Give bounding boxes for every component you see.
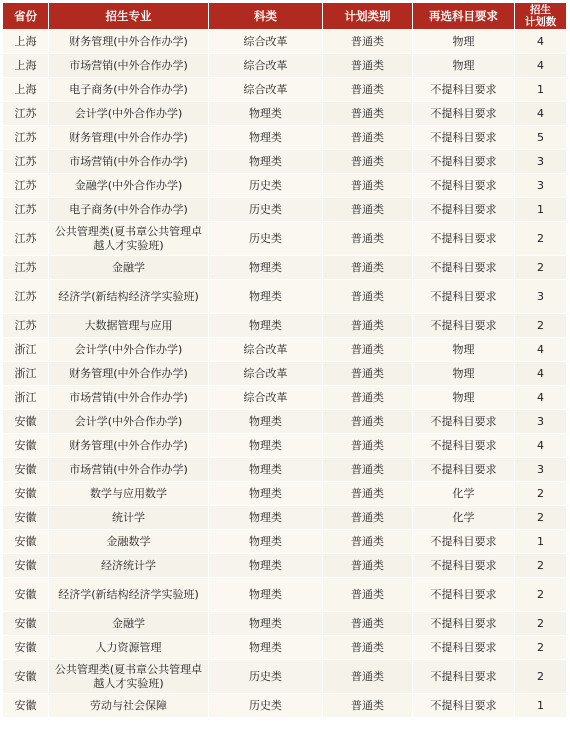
- table-row: [3, 612, 567, 636]
- cell-elective-requirement: 不提科目要求: [413, 636, 515, 660]
- table-row: [3, 530, 567, 554]
- cell-elective-requirement: 不提科目要求: [413, 458, 515, 482]
- cell-elective-requirement: 不提科目要求: [413, 612, 515, 636]
- cell-subject-category: 物理类: [209, 102, 323, 126]
- cell-subject-category: 物理类: [209, 482, 323, 506]
- cell-province: 安徽: [3, 578, 49, 612]
- cell-province: 江苏: [3, 102, 49, 126]
- cell-major: 财务管理(中外合作办学): [49, 126, 209, 150]
- cell-plan-count: 2: [515, 612, 567, 636]
- table-row: [3, 222, 567, 256]
- cell-subject-category: 物理类: [209, 554, 323, 578]
- cell-plan-count: 4: [515, 54, 567, 78]
- cell-subject-category: 物理类: [209, 256, 323, 280]
- cell-elective-requirement: 不提科目要求: [413, 410, 515, 434]
- header-plan-count: 招生 计划数: [515, 3, 567, 30]
- cell-plan-count: 2: [515, 506, 567, 530]
- cell-plan-type: 普通类: [323, 314, 413, 338]
- cell-elective-requirement: 不提科目要求: [413, 280, 515, 314]
- cell-subject-category: 物理类: [209, 506, 323, 530]
- cell-elective-requirement: 不提科目要求: [413, 174, 515, 198]
- cell-province: 江苏: [3, 150, 49, 174]
- table-row: [3, 174, 567, 198]
- cell-plan-count: 4: [515, 362, 567, 386]
- cell-plan-count: 2: [515, 256, 567, 280]
- cell-subject-category: 物理类: [209, 636, 323, 660]
- cell-major: 电子商务(中外合作办学): [49, 198, 209, 222]
- cell-province: 安徽: [3, 410, 49, 434]
- table-row: [3, 458, 567, 482]
- cell-major: 金融学(中外合作办学): [49, 174, 209, 198]
- cell-plan-count: 2: [515, 222, 567, 256]
- cell-province: 江苏: [3, 198, 49, 222]
- cell-major: 劳动与社会保障: [49, 694, 209, 718]
- cell-plan-count: 4: [515, 338, 567, 362]
- table-row: [3, 410, 567, 434]
- cell-elective-requirement: 物理: [413, 338, 515, 362]
- cell-plan-count: 1: [515, 78, 567, 102]
- cell-major: 经济学(新结构经济学实验班): [49, 280, 209, 314]
- table-row: [3, 434, 567, 458]
- cell-plan-type: 普通类: [323, 362, 413, 386]
- cell-plan-count: 3: [515, 280, 567, 314]
- cell-plan-count: 2: [515, 660, 567, 694]
- cell-subject-category: 物理类: [209, 612, 323, 636]
- cell-province: 江苏: [3, 222, 49, 256]
- cell-plan-type: 普通类: [323, 410, 413, 434]
- cell-province: 安徽: [3, 636, 49, 660]
- table-header-row: [3, 3, 567, 30]
- cell-plan-count: 1: [515, 198, 567, 222]
- cell-province: 安徽: [3, 458, 49, 482]
- cell-plan-count: 4: [515, 386, 567, 410]
- cell-province: 上海: [3, 30, 49, 54]
- cell-province: 浙江: [3, 362, 49, 386]
- table-row: [3, 30, 567, 54]
- cell-major: 市场营销(中外合作办学): [49, 386, 209, 410]
- cell-province: 浙江: [3, 338, 49, 362]
- cell-major: 市场营销(中外合作办学): [49, 150, 209, 174]
- cell-plan-count: 4: [515, 434, 567, 458]
- cell-plan-type: 普通类: [323, 636, 413, 660]
- cell-plan-count: 4: [515, 102, 567, 126]
- cell-major: 公共管理类(夏书章公共管理卓越人才实验班): [49, 222, 209, 256]
- cell-subject-category: 物理类: [209, 434, 323, 458]
- cell-subject-category: 物理类: [209, 126, 323, 150]
- cell-province: 安徽: [3, 506, 49, 530]
- cell-major: 会计学(中外合作办学): [49, 410, 209, 434]
- header-major: 招生专业: [49, 3, 209, 30]
- cell-elective-requirement: 化学: [413, 506, 515, 530]
- header-subject-category: 科类: [209, 3, 323, 30]
- table-row: [3, 150, 567, 174]
- cell-elective-requirement: 化学: [413, 482, 515, 506]
- cell-plan-count: 3: [515, 174, 567, 198]
- cell-subject-category: 历史类: [209, 198, 323, 222]
- cell-subject-category: 物理类: [209, 530, 323, 554]
- cell-plan-type: 普通类: [323, 434, 413, 458]
- cell-plan-type: 普通类: [323, 530, 413, 554]
- cell-major: 经济统计学: [49, 554, 209, 578]
- cell-elective-requirement: 不提科目要求: [413, 434, 515, 458]
- cell-major: 市场营销(中外合作办学): [49, 54, 209, 78]
- table-row: [3, 506, 567, 530]
- cell-plan-count: 5: [515, 126, 567, 150]
- cell-elective-requirement: 不提科目要求: [413, 102, 515, 126]
- cell-province: 上海: [3, 54, 49, 78]
- cell-subject-category: 物理类: [209, 314, 323, 338]
- cell-elective-requirement: 不提科目要求: [413, 530, 515, 554]
- cell-plan-type: 普通类: [323, 660, 413, 694]
- table-row: [3, 102, 567, 126]
- cell-major: 财务管理(中外合作办学): [49, 362, 209, 386]
- cell-plan-count: 3: [515, 410, 567, 434]
- table-row: [3, 554, 567, 578]
- cell-plan-type: 普通类: [323, 554, 413, 578]
- cell-plan-count: 3: [515, 150, 567, 174]
- cell-province: 安徽: [3, 482, 49, 506]
- cell-elective-requirement: 不提科目要求: [413, 150, 515, 174]
- cell-province: 江苏: [3, 174, 49, 198]
- cell-plan-count: 2: [515, 636, 567, 660]
- cell-plan-type: 普通类: [323, 506, 413, 530]
- cell-subject-category: 物理类: [209, 410, 323, 434]
- cell-plan-type: 普通类: [323, 126, 413, 150]
- cell-plan-type: 普通类: [323, 174, 413, 198]
- cell-subject-category: 综合改革: [209, 30, 323, 54]
- cell-subject-category: 综合改革: [209, 386, 323, 410]
- cell-plan-type: 普通类: [323, 578, 413, 612]
- cell-plan-type: 普通类: [323, 694, 413, 718]
- cell-major: 数学与应用数学: [49, 482, 209, 506]
- cell-major: 财务管理(中外合作办学): [49, 30, 209, 54]
- cell-elective-requirement: 不提科目要求: [413, 554, 515, 578]
- header-province: 省份: [3, 3, 49, 30]
- cell-major: 金融学: [49, 612, 209, 636]
- cell-elective-requirement: 物理: [413, 54, 515, 78]
- table-body: [3, 30, 567, 718]
- cell-plan-count: 1: [515, 694, 567, 718]
- cell-subject-category: 综合改革: [209, 54, 323, 78]
- cell-major: 市场营销(中外合作办学): [49, 458, 209, 482]
- cell-subject-category: 历史类: [209, 660, 323, 694]
- cell-plan-type: 普通类: [323, 256, 413, 280]
- cell-subject-category: 物理类: [209, 150, 323, 174]
- cell-plan-type: 普通类: [323, 280, 413, 314]
- table-row: [3, 78, 567, 102]
- table-row: [3, 256, 567, 280]
- cell-plan-count: 2: [515, 554, 567, 578]
- cell-plan-count: 1: [515, 530, 567, 554]
- cell-subject-category: 历史类: [209, 222, 323, 256]
- table-row: [3, 362, 567, 386]
- header-plan-type: 计划类别: [323, 3, 413, 30]
- cell-major: 金融学: [49, 256, 209, 280]
- cell-province: 安徽: [3, 434, 49, 458]
- cell-major: 会计学(中外合作办学): [49, 338, 209, 362]
- cell-subject-category: 综合改革: [209, 338, 323, 362]
- cell-plan-type: 普通类: [323, 386, 413, 410]
- table-row: [3, 280, 567, 314]
- cell-plan-type: 普通类: [323, 150, 413, 174]
- cell-plan-type: 普通类: [323, 482, 413, 506]
- cell-elective-requirement: 不提科目要求: [413, 578, 515, 612]
- enrollment-plan-table: [2, 2, 567, 718]
- cell-subject-category: 综合改革: [209, 362, 323, 386]
- cell-elective-requirement: 不提科目要求: [413, 198, 515, 222]
- cell-province: 江苏: [3, 256, 49, 280]
- cell-major: 电子商务(中外合作办学): [49, 78, 209, 102]
- cell-province: 安徽: [3, 612, 49, 636]
- cell-plan-type: 普通类: [323, 222, 413, 256]
- cell-major: 会计学(中外合作办学): [49, 102, 209, 126]
- cell-plan-count: 3: [515, 458, 567, 482]
- cell-province: 江苏: [3, 314, 49, 338]
- cell-subject-category: 历史类: [209, 694, 323, 718]
- cell-elective-requirement: 物理: [413, 386, 515, 410]
- cell-province: 安徽: [3, 694, 49, 718]
- cell-province: 浙江: [3, 386, 49, 410]
- cell-elective-requirement: 不提科目要求: [413, 660, 515, 694]
- cell-subject-category: 物理类: [209, 578, 323, 612]
- table-row: [3, 660, 567, 694]
- cell-subject-category: 物理类: [209, 280, 323, 314]
- cell-subject-category: 综合改革: [209, 78, 323, 102]
- table-row: [3, 386, 567, 410]
- cell-major: 人力资源管理: [49, 636, 209, 660]
- header-elective-requirement: 再选科目要求: [413, 3, 515, 30]
- cell-major: 财务管理(中外合作办学): [49, 434, 209, 458]
- cell-plan-type: 普通类: [323, 612, 413, 636]
- cell-elective-requirement: 不提科目要求: [413, 694, 515, 718]
- cell-elective-requirement: 物理: [413, 30, 515, 54]
- cell-elective-requirement: 不提科目要求: [413, 256, 515, 280]
- cell-plan-type: 普通类: [323, 458, 413, 482]
- cell-elective-requirement: 不提科目要求: [413, 222, 515, 256]
- cell-subject-category: 历史类: [209, 174, 323, 198]
- cell-province: 安徽: [3, 530, 49, 554]
- cell-province: 上海: [3, 78, 49, 102]
- cell-major: 经济学(新结构经济学实验班): [49, 578, 209, 612]
- cell-plan-count: 2: [515, 578, 567, 612]
- cell-province: 江苏: [3, 280, 49, 314]
- cell-plan-type: 普通类: [323, 198, 413, 222]
- cell-elective-requirement: 不提科目要求: [413, 314, 515, 338]
- cell-major: 公共管理类(夏书章公共管理卓越人才实验班): [49, 660, 209, 694]
- cell-plan-type: 普通类: [323, 102, 413, 126]
- cell-plan-type: 普通类: [323, 78, 413, 102]
- cell-province: 安徽: [3, 660, 49, 694]
- table-row: [3, 54, 567, 78]
- cell-major: 大数据管理与应用: [49, 314, 209, 338]
- table-row: [3, 578, 567, 612]
- cell-subject-category: 物理类: [209, 458, 323, 482]
- table-row: [3, 636, 567, 660]
- table-row: [3, 694, 567, 718]
- table-row: [3, 482, 567, 506]
- table-row: [3, 126, 567, 150]
- cell-elective-requirement: 物理: [413, 362, 515, 386]
- cell-province: 江苏: [3, 126, 49, 150]
- table-row: [3, 314, 567, 338]
- cell-plan-type: 普通类: [323, 338, 413, 362]
- cell-elective-requirement: 不提科目要求: [413, 78, 515, 102]
- cell-plan-count: 2: [515, 482, 567, 506]
- cell-province: 安徽: [3, 554, 49, 578]
- table-row: [3, 338, 567, 362]
- cell-major: 统计学: [49, 506, 209, 530]
- cell-plan-type: 普通类: [323, 30, 413, 54]
- cell-major: 金融数学: [49, 530, 209, 554]
- cell-plan-count: 4: [515, 30, 567, 54]
- cell-plan-type: 普通类: [323, 54, 413, 78]
- table-row: [3, 198, 567, 222]
- cell-elective-requirement: 不提科目要求: [413, 126, 515, 150]
- cell-plan-count: 2: [515, 314, 567, 338]
